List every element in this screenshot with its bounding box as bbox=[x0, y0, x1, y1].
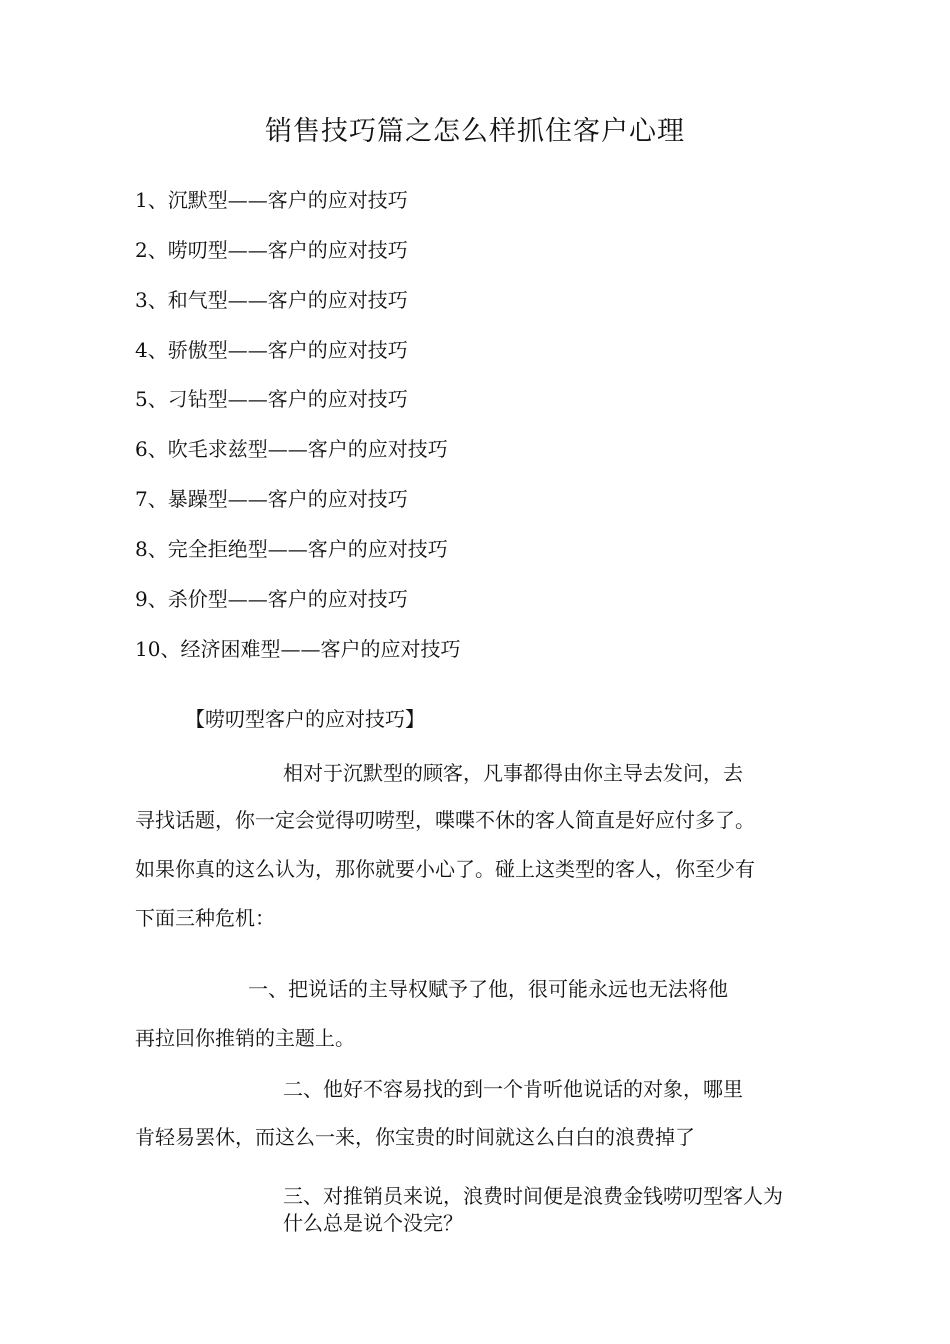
section-heading: 【唠叨型客户的应对技巧】 bbox=[185, 707, 425, 731]
toc-item: 6、吹毛求兹型——客户的应对技巧 bbox=[135, 437, 448, 461]
document-title: 销售技巧篇之怎么样抓住客户心理 bbox=[265, 116, 685, 147]
paragraph-line: 相对于沉默型的顾客，凡事都得由你主导去发问，去 bbox=[283, 761, 743, 785]
paragraph-line: 寻找话题，你一定会觉得叨唠型，喋喋不休的客人简直是好应付多了。 bbox=[135, 808, 755, 832]
toc-item: 9、杀价型——客户的应对技巧 bbox=[135, 587, 408, 611]
paragraph-line: 一、把说话的主导权赋予了他，很可能永远也无法将他 bbox=[248, 977, 728, 1001]
paragraph-line: 肯轻易罢休，而这么一来，你宝贵的时间就这么白白的浪费掉了 bbox=[135, 1125, 695, 1149]
toc-item: 7、暴躁型——客户的应对技巧 bbox=[135, 487, 408, 511]
paragraph-line: 再拉回你推销的主题上。 bbox=[135, 1026, 355, 1050]
paragraph-line: 什么总是说个没完？ bbox=[283, 1211, 463, 1235]
toc-item: 3、和气型——客户的应对技巧 bbox=[135, 288, 408, 312]
toc-item: 4、骄傲型——客户的应对技巧 bbox=[135, 338, 408, 362]
toc-item: 10、经济困难型——客户的应对技巧 bbox=[135, 637, 461, 661]
paragraph-line: 如果你真的这么认为，那你就要小心了。碰上这类型的客人，你至少有 bbox=[135, 857, 755, 881]
toc-item: 2、唠叨型——客户的应对技巧 bbox=[135, 238, 408, 262]
toc-item: 5、刁钻型——客户的应对技巧 bbox=[135, 387, 408, 411]
paragraph-line: 三、对推销员来说，浪费时间便是浪费金钱唠叨型客人为 bbox=[283, 1184, 783, 1208]
toc-item: 8、完全拒绝型——客户的应对技巧 bbox=[135, 537, 448, 561]
toc-item: 1、沉默型——客户的应对技巧 bbox=[135, 188, 408, 212]
paragraph-line: 下面三种危机： bbox=[135, 906, 275, 930]
paragraph-line: 二、他好不容易找的到一个肯听他说话的对象，哪里 bbox=[283, 1077, 743, 1101]
